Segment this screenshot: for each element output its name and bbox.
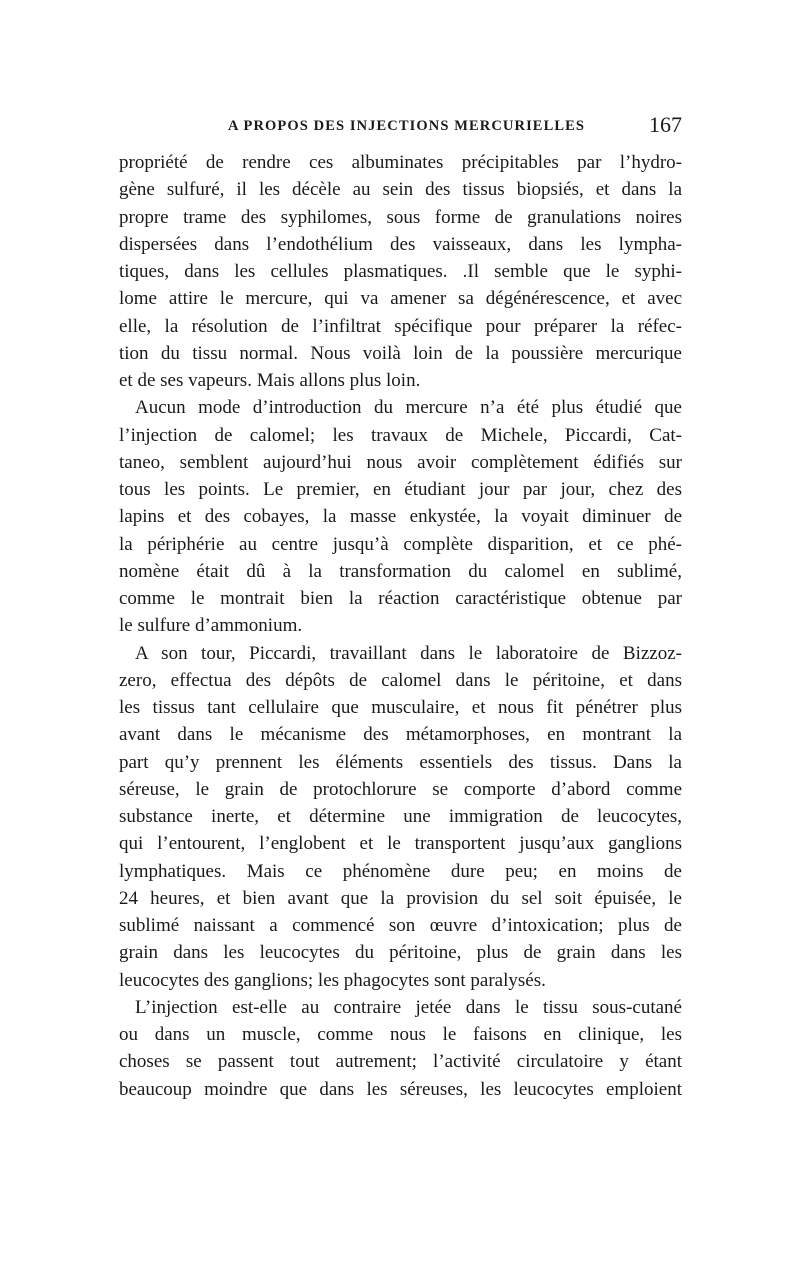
text-line: séreuse, le grain de protochlorure se comporte d’abord comme (119, 778, 682, 800)
text-line: gène sulfuré, il les décèle au sein des tissus biopsiés, et dans la (119, 179, 682, 201)
text-line: l’injection de calomel; les travaux de Michele, Piccardi, Cat- (119, 424, 682, 446)
text-line: qui l’entourent, l’englobent et le transportent jusqu’aux ganglions (119, 833, 682, 855)
text-line: elle, la résolution de l’infiltrat spécifique pour préparer la réfec- (119, 315, 682, 337)
text-line: lapins et des cobayes, la masse enkystée, la voyait diminuer de (119, 506, 682, 528)
text-line: comme le montrait bien la réaction caractéristique obtenue par (119, 588, 682, 609)
text-line: A son tour, Piccardi, travaillant dans le laboratoire de Bizzoz- (135, 642, 682, 664)
text-line: tiques, dans les cellules plasmatiques. .Il semble que le syphi- (119, 261, 682, 282)
text-line: la périphérie au centre jusqu’à complète disparition, et ce phé- (119, 533, 682, 555)
text-line: L’injection est-elle au contraire jetée dans le tissu sous-cutané (135, 996, 682, 1018)
text-line: choses se passent tout autrement; l’activité circulatoire y étant (119, 1051, 682, 1073)
text-line: beaucoup moindre que dans les séreuses, les leucocytes emploient (119, 1078, 682, 1100)
text-line: tion du tissu normal. Nous voilà loin de la poussière mercurique (119, 342, 682, 364)
text-line: substance inerte, et détermine une immigration de leucocytes, (119, 806, 682, 827)
text-line: leucocytes des ganglions; les phagocytes sont paralysés. (119, 969, 546, 991)
page-number: 167 (649, 112, 682, 137)
running-header (120, 112, 682, 140)
text-line: le sulfure d’ammonium. (119, 615, 303, 637)
text-line: propriété de rendre ces albuminates précipitables par l’hydro- (119, 152, 682, 173)
text-line: et de ses vapeurs. Mais allons plus loin. (119, 370, 421, 391)
text-line: propre trame des syphilomes, sous forme de granulations noires (119, 206, 682, 228)
text-line: nomène était dû à la transformation du calomel en sublimé, (119, 560, 682, 582)
page-body (119, 149, 682, 1103)
text-line: lymphatiques. Mais ce phénomène dure peu; en moins de (119, 860, 682, 882)
text-line: avant dans le mécanisme des métamorphoses, en montrant la (119, 724, 682, 746)
text-line: grain dans les leucocytes du péritoine, plus de grain dans les (119, 942, 682, 964)
text-line: dispersées dans l’endothélium des vaisseaux, dans les lympha- (119, 233, 682, 255)
running-title: A PROPOS DES INJECTIONS MERCURIELLES (228, 118, 586, 134)
text-line: ou dans un muscle, comme nous le faisons en clinique, les (119, 1024, 682, 1045)
text-line: 24 heures, et bien avant que la provision du sel soit épuisée, le (119, 887, 682, 909)
text-line: zero, effectua des dépôts de calomel dans le péritoine, et dans (119, 669, 682, 691)
text-line: lome attire le mercure, qui va amener sa dégénérescence, et avec (119, 288, 682, 310)
text-line: les tissus tant cellulaire que musculaire, et nous fit pénétrer plus (119, 697, 682, 718)
text-line: part qu’y prennent les éléments essentiels des tissus. Dans la (119, 751, 682, 773)
text-line: taneo, semblent aujourd’hui nous avoir complètement édifiés sur (119, 451, 682, 473)
text-line: Aucun mode d’introduction du mercure n’a été plus étudié que (135, 397, 682, 419)
text-line: sublimé naissant a commencé son œuvre d’intoxication; plus de (119, 915, 682, 936)
text-line: tous les points. Le premier, en étudiant jour par jour, chez des (119, 479, 682, 500)
